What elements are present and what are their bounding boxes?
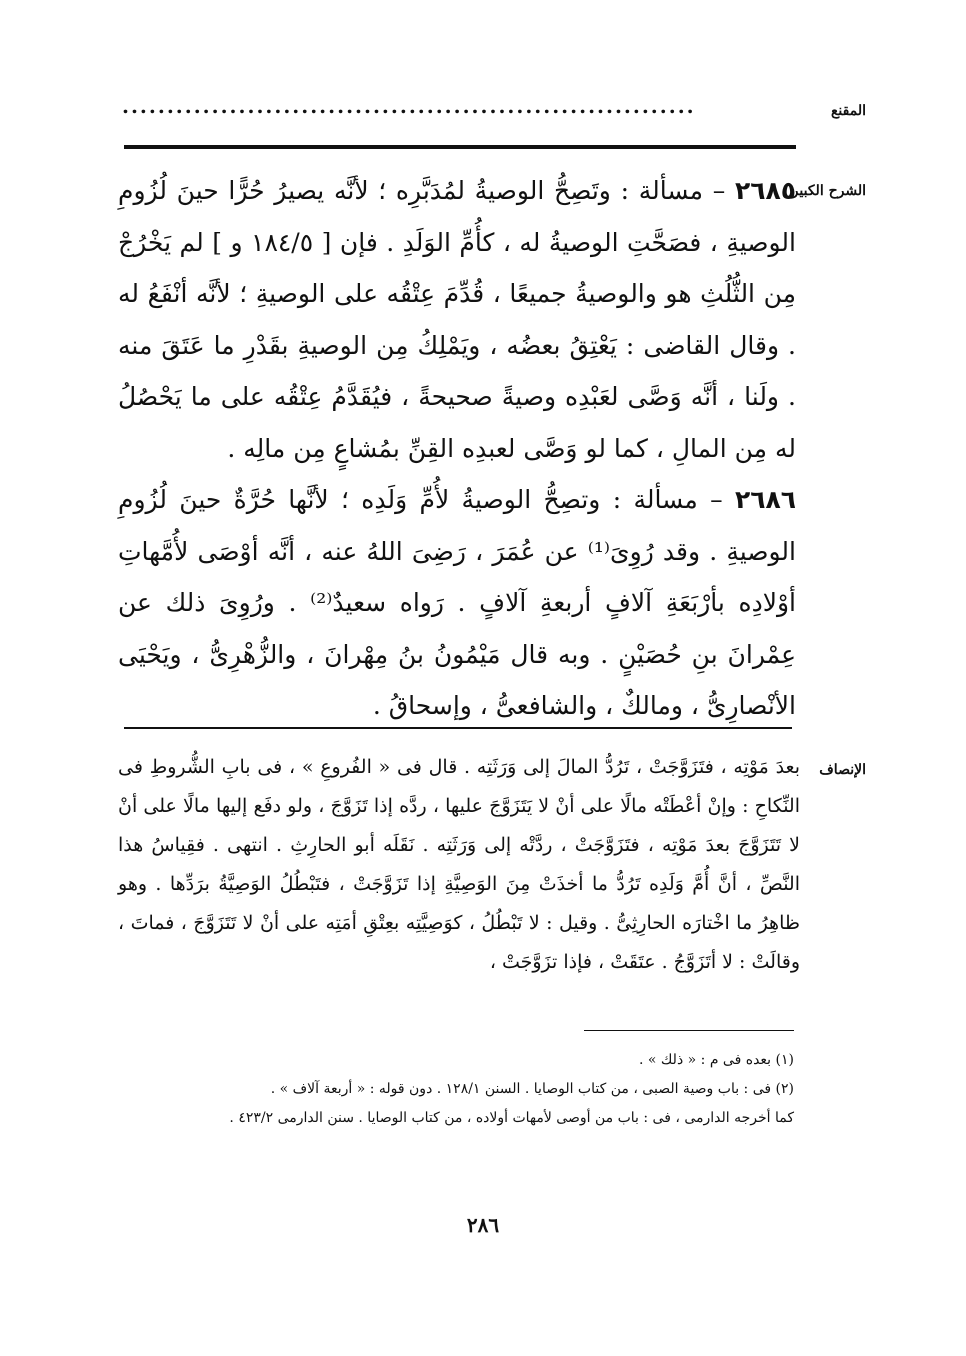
issue-number: ٢٦٨٥ xyxy=(734,176,796,205)
paragraph-2685 xyxy=(118,165,796,474)
insaf-section-label: الإنصاف xyxy=(819,762,866,778)
footnotes xyxy=(118,1046,794,1133)
insaf-text xyxy=(118,748,800,982)
header-label: المقنع xyxy=(830,103,866,119)
paragraph-2686 xyxy=(118,474,796,732)
insaf-paragraph: بعدَ مَوْتِه ، فتَزَوَّجَتْ ، تَرُدُّ المالَ إلى وَرَثَتِه . قال فى « الفُروعِ » ، فى بابِ الشُّروطِ فى النِّكاحِ : وإنْ أعْطَتْه مالًا على أنْ لا يَتَزَوَّجَ عليها ، ردَّه إذا تَزَوَّجَ ، ولو دفَع إليها مالًا على أنْ لا تَتَزَوَّجَ بعدَ مَوْتِه ، فتَزَوَّجَتْ ، ردَّتْه إلى وَرَثَتِه . نَقَلَه أبو الحارِثِ . انتهى . فقِياسُ هذا النَّصِّ ، أنَّ أُمَّ وَلَدِه تَرُدُّ ما أخذَتْ مِنَ الوَصِيَّةِ إذا تَزَوَّجَتْ ، فتَبْطُلُ الوَصِيَّةُ برَدِّها . وهو ظاهِرُ ما اخْتارَه الحارِثِىُّ . وقيل : لا تَبْطُلُ ، كوَصِيَّتِه بعِتْقِ أمَتِه على أنْ لا تَتَزَوَّجَ ، فماتَ ، وقالَتْ : لا أتَزَوَّجُ . عتَقَتْ ، فإذا تزَوَّجَتْ ، xyxy=(118,756,800,973)
header-rule xyxy=(124,145,796,149)
main-text xyxy=(118,165,796,732)
paragraph-text: – مسألة : وتصِحُّ الوصيةُ لأُمِّ وَلَدِه ؛ لأنَّها حُرَّةٌ حينَ لُزُومِ الوصيةِ . وقد رُوِىَ⁽¹⁾ عن عُمَرَ ، رَضِىَ اللهُ عنه ، أنَّه أوْصَى لأُمَّهاتِ أوْلادِه بأرْبَعَةِ آلافٍ أربعةِ آلافٍ . رَواه سعيدٌ⁽²⁾ . ورُوِىَ ذلك عن عِمْرانَ بنِ حُصَيْنٍ . وبه قال مَيْمُونُ بنُ مِهْرانَ ، والزُّهْرِىُّ ، ويَحْيَى الأنْصارِىُّ ، ومالكٌ ، والشافعىُّ ، وإسحاقُ . xyxy=(118,485,796,720)
paragraph-text: – مسألة : وتَصِحُّ الوصيةُ لمُدَبَّرِه ؛ لأنَّه يصيرُ حُرًّا حينَ لُزُومِ الوصيةِ ، فصَحَّتِ الوصيةُ له ، كأُمِّ الوَلَدِ . فإن [ ١٨٤/٥ و ] لم يَخْرُجْ مِن الثُّلُثِ هو والوصيةُ جميعًا ، قُدِّمَ عِتْقُه على الوصيةِ ؛ لأنَّه أنْفَعُ له . وقال القاضى : يَعْتِقُ بعضُه ، ويَمْلِكُ مِن الوصيةِ بقَدْرِ ما عَتَقَ منه . ولَنا ، أنَّه وَصَّى لعَبْدِه وصيةً صحيحةً ، فيُقَدَّمُ عِتْقُه على ما يَحْصُلُ له مِن المالِ ، كما لو وَصَّى لعبدِه القِنِّ بمُشاعٍ مِن مالِه . xyxy=(118,176,796,463)
header-dotted-line: ................................................................ xyxy=(122,98,696,114)
main-section-label: الشرح الكبير xyxy=(791,183,866,199)
page-number: ٢٨٦ xyxy=(466,1213,500,1237)
footnote-divider xyxy=(584,1030,794,1031)
section-divider xyxy=(124,727,792,729)
footnote-1: (١) بعده فى م : « ذلك » . xyxy=(638,1052,794,1068)
footnote-2-continued: كما أخرجه الدارمى ، فى : باب من أوصى لأمهات أولاده ، من كتاب الوصايا . سنن الدارمى ٤٢٣/٢ . xyxy=(229,1110,794,1126)
issue-number: ٢٦٨٦ xyxy=(734,485,796,514)
footnote-2: (٢) فى : باب وصية الصبى ، من كتاب الوصايا . السنن ١٢٨/١ . دون قوله : « أربعة آلاف » . xyxy=(270,1081,794,1097)
